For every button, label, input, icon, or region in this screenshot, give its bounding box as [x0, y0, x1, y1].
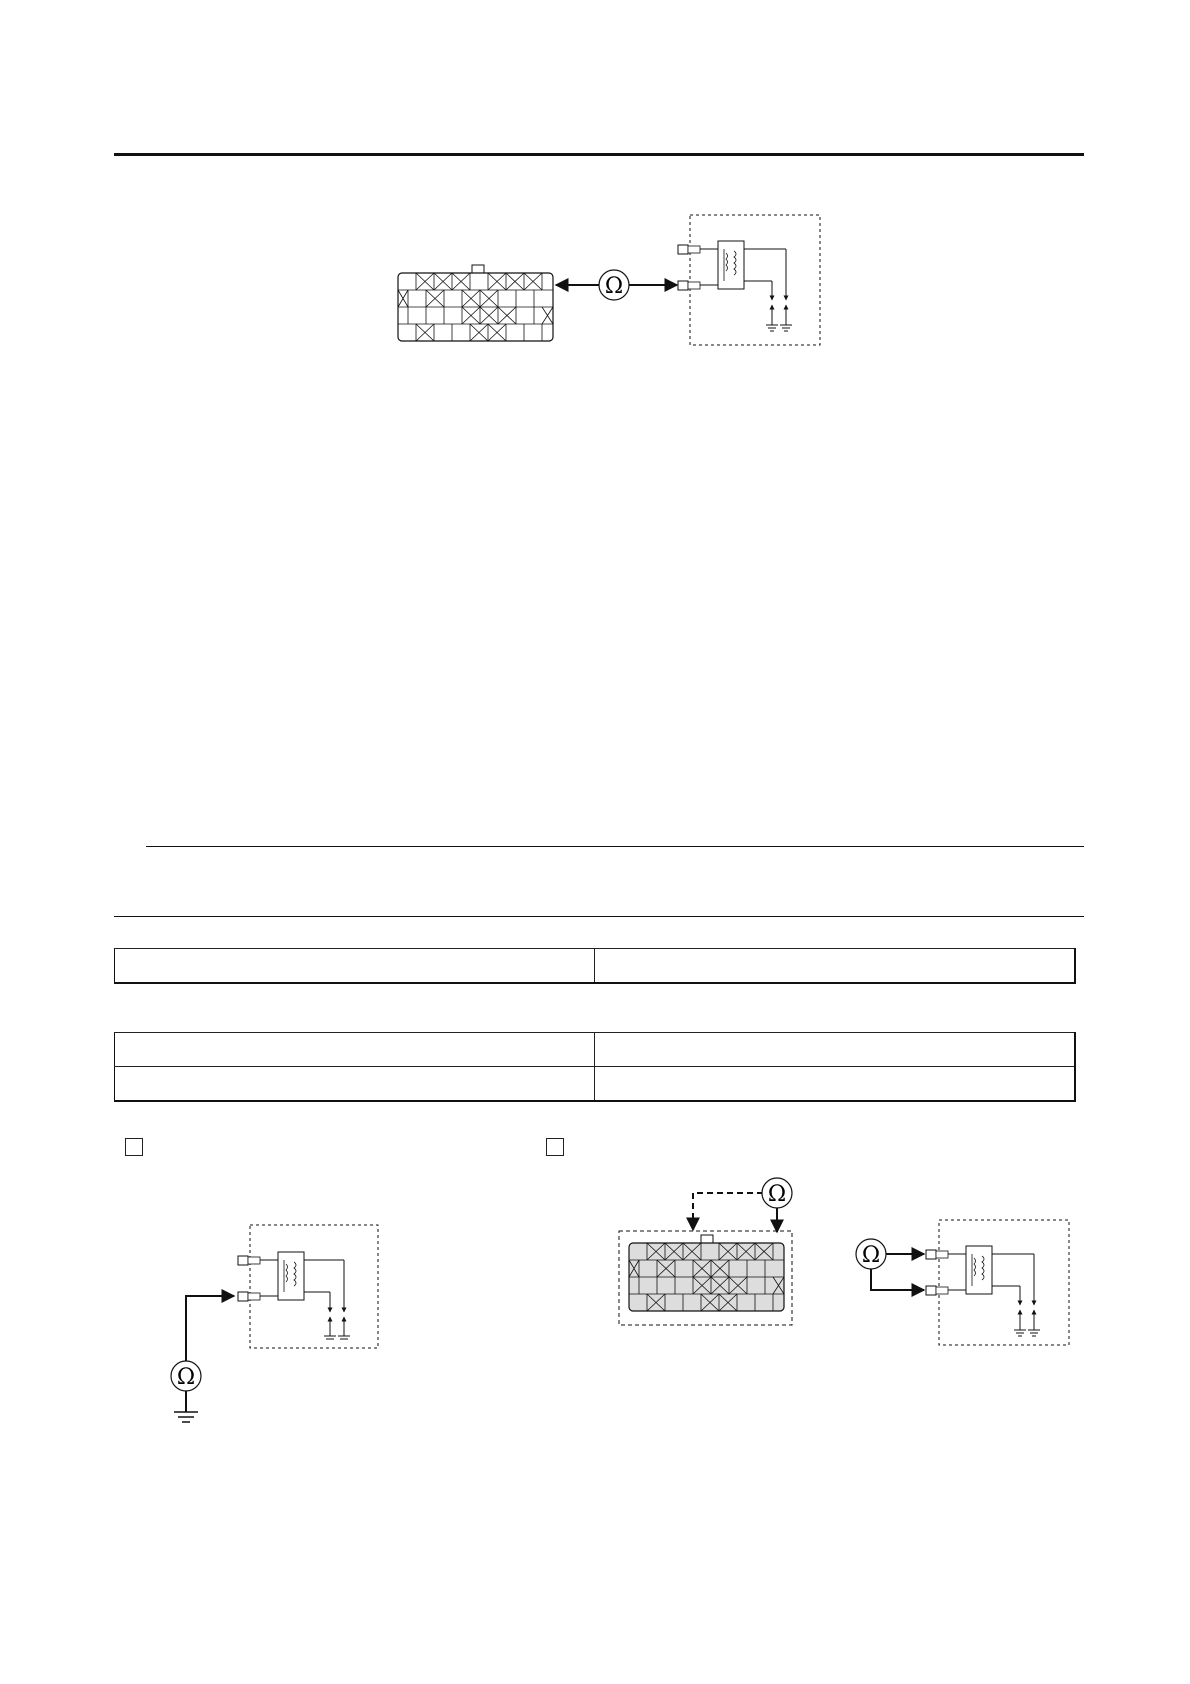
spec-table-a: [114, 948, 1076, 984]
ohmmeter-icon: [856, 1239, 924, 1290]
ohm-symbol: Ω: [176, 1365, 196, 1390]
top-rule: [114, 153, 1084, 156]
continuity-check-diagram: [390, 205, 830, 355]
ohm-symbol: Ω: [861, 1243, 881, 1268]
ground-check-diagram: [150, 1220, 390, 1430]
option-checkbox-a[interactable]: [125, 1138, 143, 1156]
option-checkbox-b[interactable]: [546, 1138, 564, 1156]
ground-icon: [766, 325, 792, 331]
section-rule: [114, 916, 1084, 917]
table-cell: [595, 949, 1075, 984]
ohmmeter-icon: [171, 1296, 234, 1412]
table-cell: [115, 1067, 595, 1102]
ohm-symbol: Ω: [767, 1182, 787, 1207]
ground-icon: [174, 1412, 198, 1422]
ecu-connector-icon: [398, 265, 553, 341]
table-row: [115, 949, 1075, 984]
relay-coil-icon: [238, 1225, 378, 1348]
ground-icon: [1014, 1330, 1040, 1336]
table-cell: [595, 1033, 1075, 1067]
table-cell: [595, 1067, 1075, 1102]
ohm-symbol: Ω: [604, 274, 624, 299]
table-cell: [115, 949, 595, 984]
table-row: [115, 1033, 1075, 1067]
short-check-diagram: [615, 1165, 1075, 1355]
relay-coil-icon: [678, 215, 820, 345]
relay-coil-icon: [926, 1220, 1069, 1345]
table-cell: [115, 1033, 595, 1067]
ohmmeter-icon: [556, 270, 677, 300]
mid-rule: [146, 846, 1084, 847]
spec-table-b: [114, 1032, 1076, 1102]
ecu-connector-icon: [619, 1231, 792, 1325]
ohmmeter-icon: [693, 1178, 792, 1232]
table-row: [115, 1067, 1075, 1102]
